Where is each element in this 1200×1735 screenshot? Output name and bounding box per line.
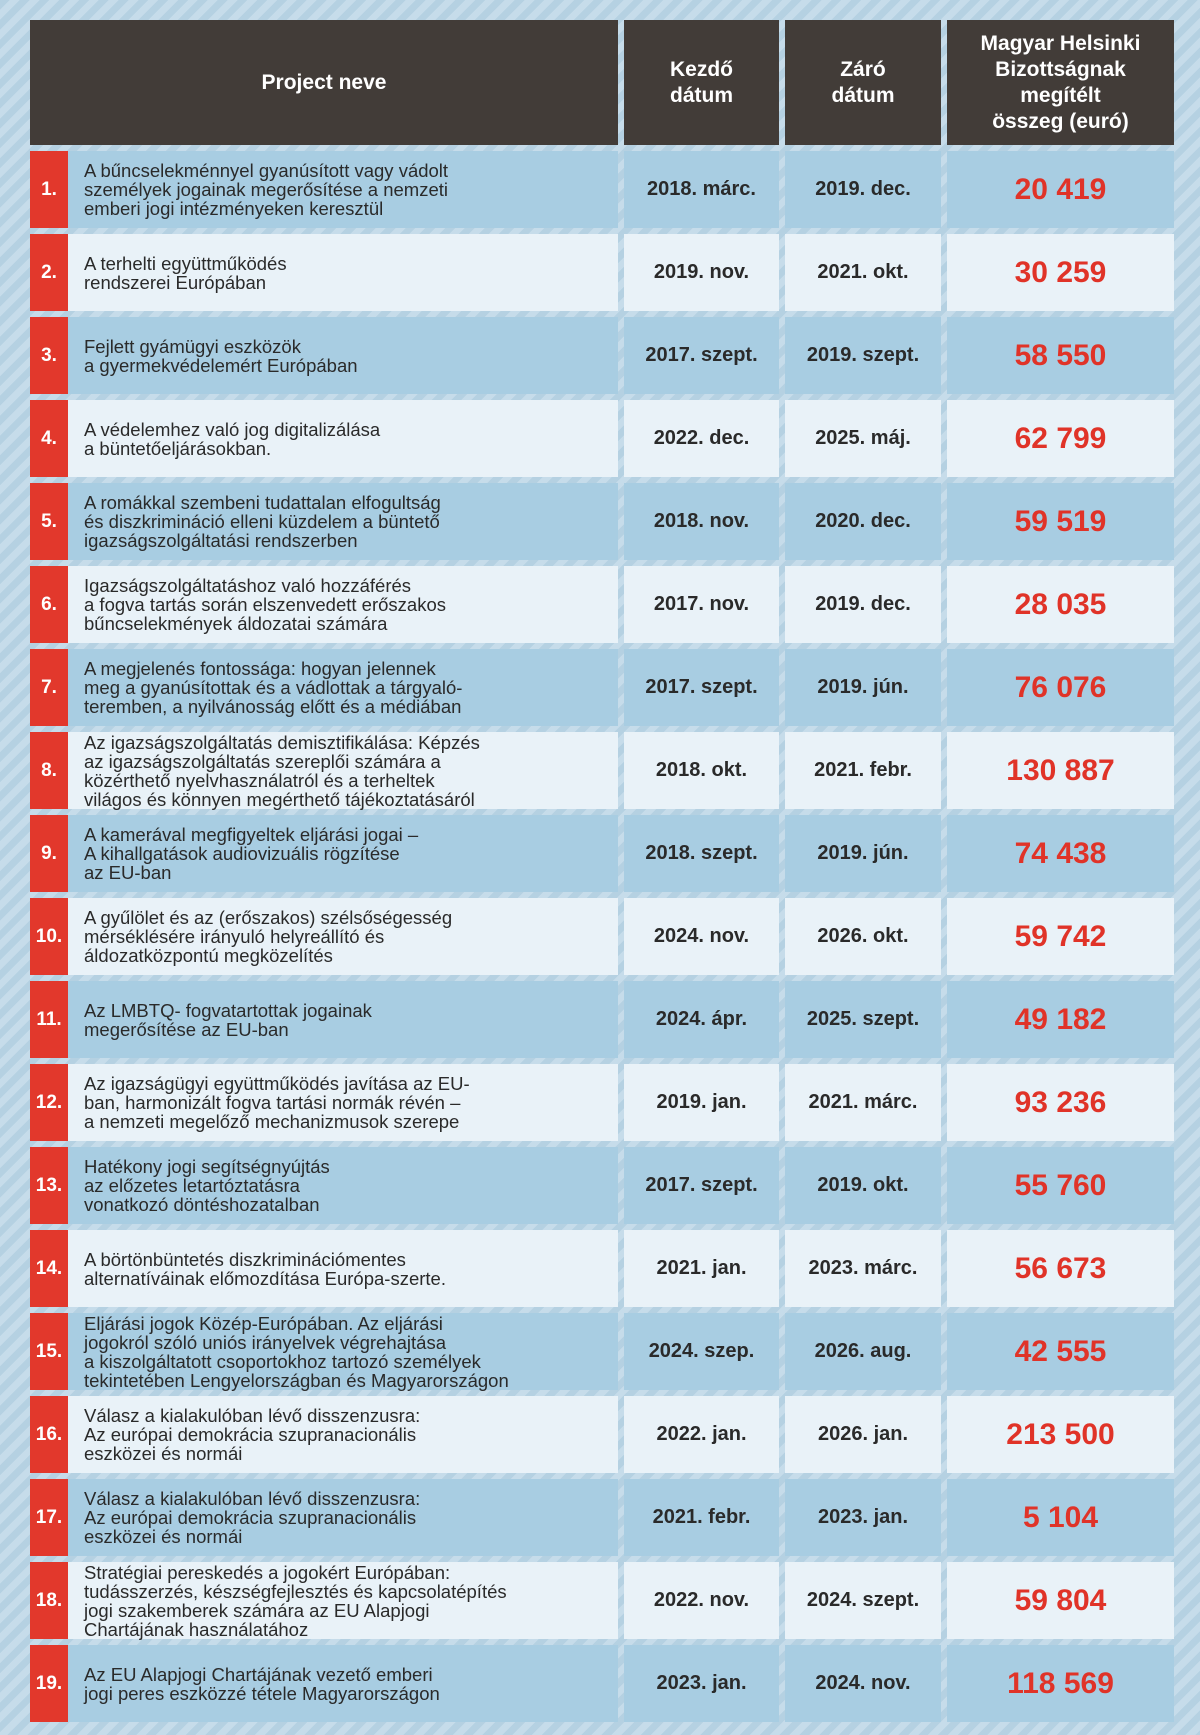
row-number: 19.	[30, 1645, 68, 1722]
table-row	[30, 898, 1174, 975]
table-row	[30, 1645, 1174, 1722]
start-date-cell: 2021. jan.	[624, 1230, 779, 1307]
start-date-cell: 2022. nov.	[624, 1562, 779, 1639]
project-name: A védelemhez való jog digitalizálása a büntetőeljárásokban.	[84, 418, 381, 459]
table-row	[30, 1479, 1174, 1556]
table-row	[30, 981, 1174, 1058]
project-name-cell	[68, 815, 618, 892]
amount-cell: 20 419	[947, 151, 1174, 228]
amount-cell: 130 887	[947, 732, 1174, 809]
start-date-cell: 2024. nov.	[624, 898, 779, 975]
project-name: A gyűlölet és az (erőszakos) szélsőségesség mérséklésére irányuló helyreállító és áldozatközpontú megközelítés	[84, 907, 453, 966]
project-name-cell	[68, 1562, 618, 1639]
end-date-cell: 2020. dec.	[785, 483, 941, 560]
project-name: A kamerával megfigyeltek eljárási jogai – A kihallgatások audiovizuális rögzítése az EU-ban	[84, 824, 419, 883]
start-date-cell: 2023. jan.	[624, 1645, 779, 1722]
table-row	[30, 1230, 1174, 1307]
end-date-cell: 2019. jún.	[785, 815, 941, 892]
start-date-cell: 2021. febr.	[624, 1479, 779, 1556]
start-date-cell: 2024. szep.	[624, 1313, 779, 1390]
project-name-cell	[68, 1064, 618, 1141]
project-name-cell	[68, 981, 618, 1058]
end-date-cell: 2019. szept.	[785, 317, 941, 394]
project-name-cell	[68, 234, 618, 311]
project-name-cell	[68, 649, 618, 726]
project-name-cell	[68, 1645, 618, 1722]
project-name-cell	[68, 566, 618, 643]
end-date-cell: 2025. máj.	[785, 400, 941, 477]
table-row	[30, 566, 1174, 643]
header-project-name: Project neve	[30, 20, 618, 145]
row-number: 8.	[30, 732, 68, 809]
amount-cell: 93 236	[947, 1064, 1174, 1141]
project-name-cell	[68, 1147, 618, 1224]
project-name-cell	[68, 151, 618, 228]
row-number: 2.	[30, 234, 68, 311]
table-row	[30, 1064, 1174, 1141]
table-row	[30, 649, 1174, 726]
project-name-cell	[68, 1479, 618, 1556]
end-date-cell: 2023. jan.	[785, 1479, 941, 1556]
project-name: Hatékony jogi segítségnyújtás az előzetes letartóztatásra vonatkozó döntéshozatalban	[84, 1156, 330, 1215]
end-date-cell: 2019. okt.	[785, 1147, 941, 1224]
project-name-cell	[68, 898, 618, 975]
project-name-cell	[68, 483, 618, 560]
amount-cell: 56 673	[947, 1230, 1174, 1307]
table-row	[30, 317, 1174, 394]
amount-cell: 59 742	[947, 898, 1174, 975]
start-date-cell: 2018. nov.	[624, 483, 779, 560]
row-number: 7.	[30, 649, 68, 726]
project-name: Stratégiai pereskedés a jogokért Európában: tudásszerzés, készségfejlesztés és kapcsolatépítés jogi szakemberek számára az EU Alapjogi Chartájának használatához	[84, 1561, 507, 1640]
amount-cell: 76 076	[947, 649, 1174, 726]
end-date-cell: 2024. nov.	[785, 1645, 941, 1722]
start-date-cell: 2022. dec.	[624, 400, 779, 477]
table-header	[30, 20, 1174, 145]
start-date-cell: 2017. szept.	[624, 1147, 779, 1224]
project-name: Fejlett gyámügyi eszközök a gyermekvédelemért Európában	[84, 335, 358, 376]
amount-cell: 28 035	[947, 566, 1174, 643]
amount-cell: 49 182	[947, 981, 1174, 1058]
amount-cell: 74 438	[947, 815, 1174, 892]
row-number: 14.	[30, 1230, 68, 1307]
row-number: 12.	[30, 1064, 68, 1141]
amount-cell: 30 259	[947, 234, 1174, 311]
amount-cell: 42 555	[947, 1313, 1174, 1390]
end-date-cell: 2019. jún.	[785, 649, 941, 726]
row-number: 6.	[30, 566, 68, 643]
project-name: A romákkal szembeni tudattalan elfogultság és diszkrimináció elleni küzdelem a büntető igazságszolgáltatási rendszerben	[84, 492, 441, 551]
table-row	[30, 151, 1174, 228]
header-amount: Magyar Helsinki Bizottságnak megítélt összeg (euró)	[947, 20, 1174, 145]
row-number: 10.	[30, 898, 68, 975]
start-date-cell: 2017. szept.	[624, 649, 779, 726]
row-number: 1.	[30, 151, 68, 228]
table-row	[30, 234, 1174, 311]
project-name: A börtönbüntetés diszkriminációmentes alternatíváinak előmozdítása Európa-szerte.	[84, 1248, 446, 1289]
end-date-cell: 2026. jan.	[785, 1396, 941, 1473]
end-date-cell: 2019. dec.	[785, 151, 941, 228]
amount-cell: 59 519	[947, 483, 1174, 560]
project-table	[30, 20, 1174, 1704]
end-date-cell: 2025. szept.	[785, 981, 941, 1058]
project-name: Eljárási jogok Közép-Európában. Az eljárási jogokról szóló uniós irányelvek végrehajtása a kiszolgáltatott csoportokhoz tartozó személyek tekintetében Lengyelországban és Magyarországon	[84, 1312, 509, 1391]
start-date-cell: 2018. márc.	[624, 151, 779, 228]
start-date-cell: 2019. nov.	[624, 234, 779, 311]
header-start-date: Kezdő dátum	[624, 20, 779, 145]
row-number: 15.	[30, 1313, 68, 1390]
start-date-cell: 2017. nov.	[624, 566, 779, 643]
end-date-cell: 2021. okt.	[785, 234, 941, 311]
project-name: Válasz a kialakulóban lévő disszenzusra: Az európai demokrácia szupranacionális eszközei és normái	[84, 1488, 421, 1547]
amount-cell: 62 799	[947, 400, 1174, 477]
project-name-cell	[68, 732, 618, 809]
row-number: 17.	[30, 1479, 68, 1556]
project-name-cell	[68, 1313, 618, 1390]
start-date-cell: 2017. szept.	[624, 317, 779, 394]
amount-cell: 213 500	[947, 1396, 1174, 1473]
row-number: 13.	[30, 1147, 68, 1224]
table-row	[30, 1396, 1174, 1473]
row-number: 4.	[30, 400, 68, 477]
project-name: Válasz a kialakulóban lévő disszenzusra: Az európai demokrácia szupranacionális eszközei és normái	[84, 1405, 421, 1464]
project-name-cell	[68, 317, 618, 394]
table-row	[30, 1313, 1174, 1390]
table-row	[30, 400, 1174, 477]
end-date-cell: 2021. febr.	[785, 732, 941, 809]
row-number: 16.	[30, 1396, 68, 1473]
project-name-cell	[68, 400, 618, 477]
end-date-cell: 2024. szept.	[785, 1562, 941, 1639]
row-number: 5.	[30, 483, 68, 560]
start-date-cell: 2018. okt.	[624, 732, 779, 809]
project-name: Az igazságszolgáltatás demisztifikálása: Képzés az igazságszolgáltatás szereplői számára a közérthető nyelvhasználatról és a terheltek világos és könnyen megérthető tájékoztatásáról	[84, 731, 480, 810]
amount-cell: 5 104	[947, 1479, 1174, 1556]
project-name: Az igazságügyi együttműködés javítása az EU- ban, harmonizált fogva tartási normák révén – a nemzeti megelőző mechanizmusok szerepe	[84, 1073, 470, 1132]
row-number: 11.	[30, 981, 68, 1058]
amount-cell: 58 550	[947, 317, 1174, 394]
project-name-cell	[68, 1230, 618, 1307]
project-name: A megjelenés fontossága: hogyan jelennek meg a gyanúsítottak és a vádlottak a tárgyaló- teremben, a nyilvánosság előtt és a médiában	[84, 658, 463, 717]
table-row	[30, 815, 1174, 892]
end-date-cell: 2026. aug.	[785, 1313, 941, 1390]
amount-cell: 118 569	[947, 1645, 1174, 1722]
project-name: Az LMBTQ- fogvatartottak jogainak megerősítése az EU-ban	[84, 999, 372, 1040]
table-row	[30, 1562, 1174, 1639]
project-name: A terhelti együttműködés rendszerei Európában	[84, 252, 287, 293]
end-date-cell: 2019. dec.	[785, 566, 941, 643]
row-number: 3.	[30, 317, 68, 394]
project-name: A bűncselekménnyel gyanúsított vagy vádolt személyek jogainak megerősítése a nemzeti emberi jogi intézményeken keresztül	[84, 160, 449, 219]
project-name: Igazságszolgáltatáshoz való hozzáférés a fogva tartás során elszenvedett erőszakos bűncselekmények áldozatai számára	[84, 575, 446, 634]
end-date-cell: 2026. okt.	[785, 898, 941, 975]
amount-cell: 55 760	[947, 1147, 1174, 1224]
table-row	[30, 1147, 1174, 1224]
end-date-cell: 2023. márc.	[785, 1230, 941, 1307]
row-number: 18.	[30, 1562, 68, 1639]
row-number: 9.	[30, 815, 68, 892]
table-row	[30, 483, 1174, 560]
start-date-cell: 2018. szept.	[624, 815, 779, 892]
start-date-cell: 2024. ápr.	[624, 981, 779, 1058]
project-name: Az EU Alapjogi Chartájának vezető emberi jogi peres eszközzé tétele Magyarországon	[84, 1663, 440, 1704]
start-date-cell: 2019. jan.	[624, 1064, 779, 1141]
table-row	[30, 732, 1174, 809]
project-name-cell	[68, 1396, 618, 1473]
header-end-date: Záró dátum	[785, 20, 941, 145]
start-date-cell: 2022. jan.	[624, 1396, 779, 1473]
end-date-cell: 2021. márc.	[785, 1064, 941, 1141]
amount-cell: 59 804	[947, 1562, 1174, 1639]
